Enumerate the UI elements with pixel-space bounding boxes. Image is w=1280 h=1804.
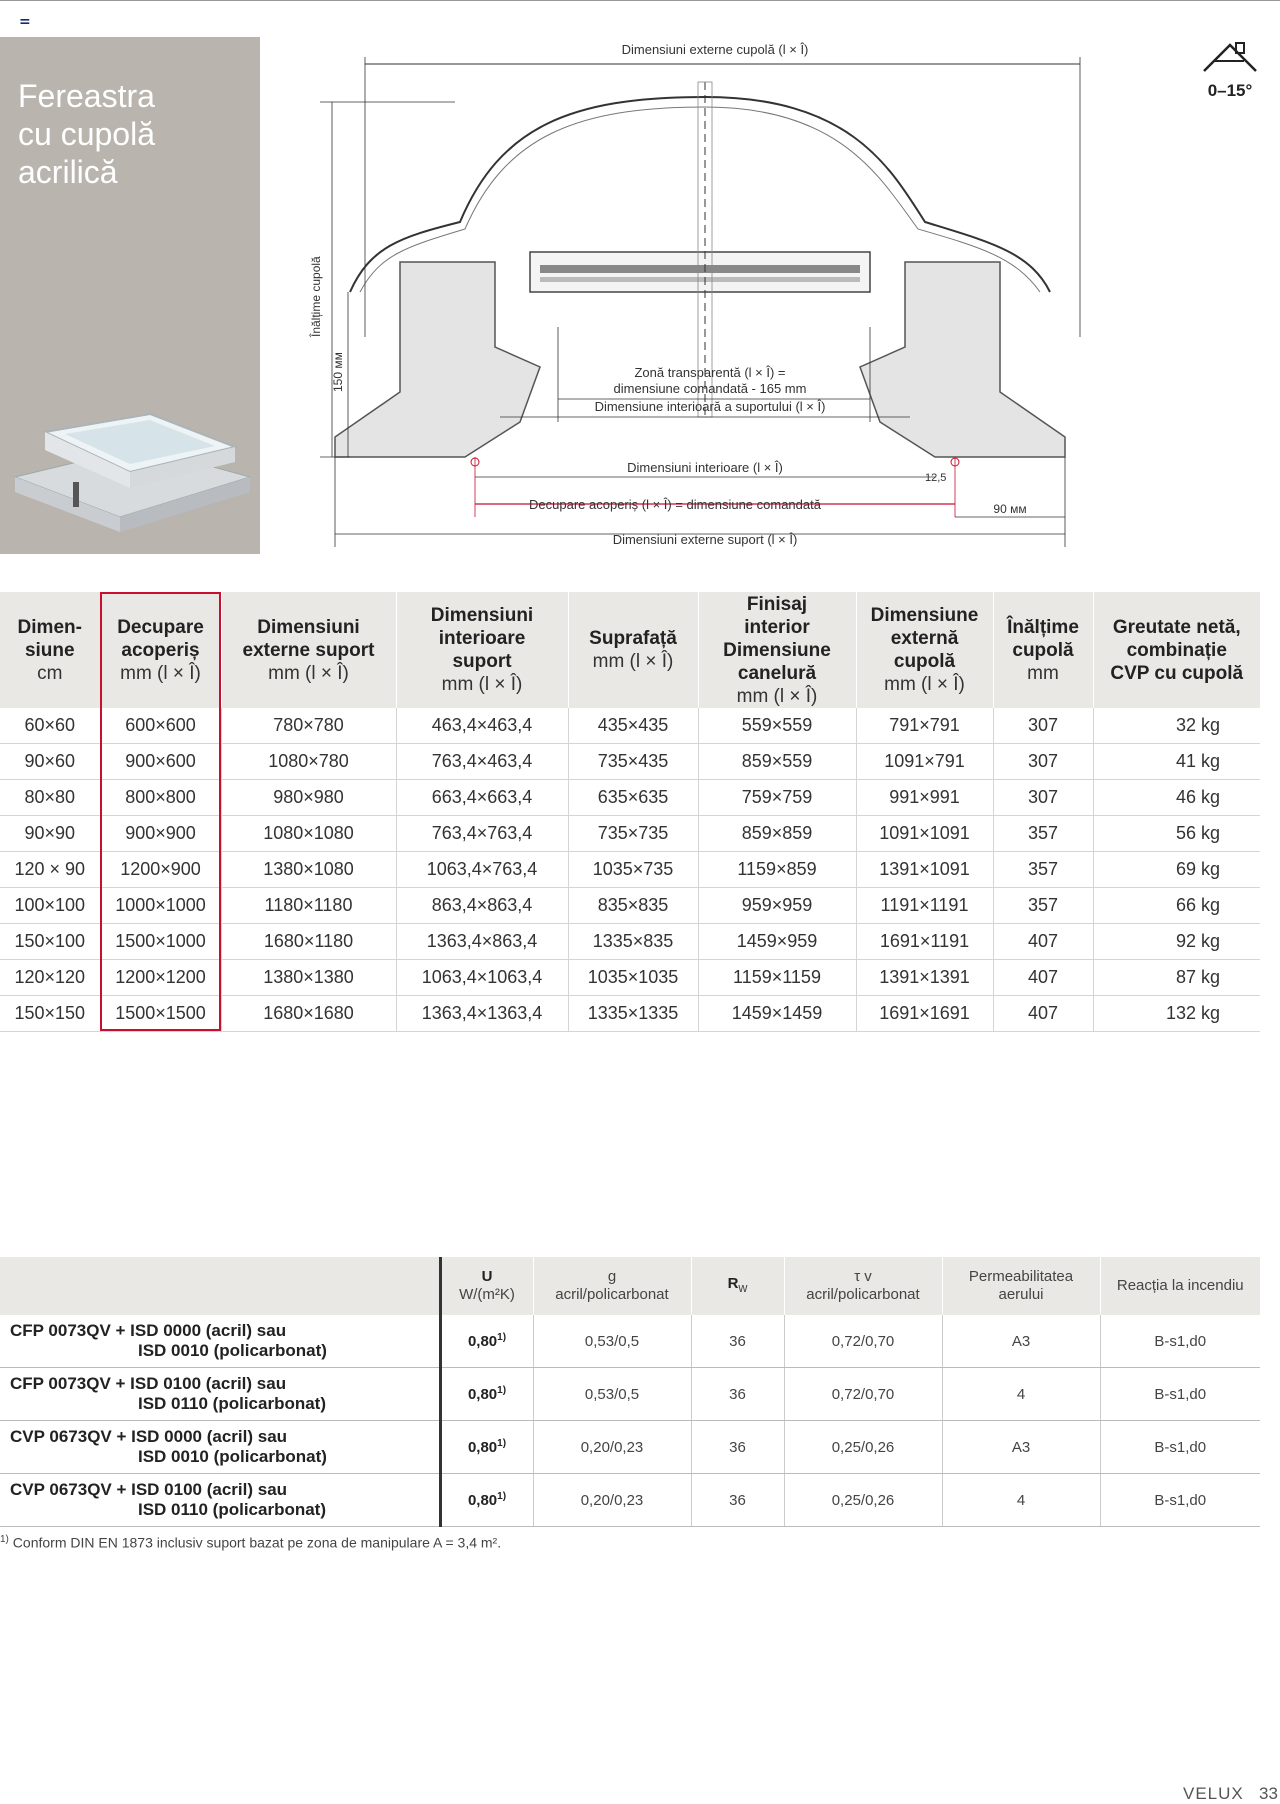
air-value: 4: [942, 1368, 1100, 1421]
section-drawing: [290, 37, 1110, 557]
u-value: 0,80$^{1)}$: [440, 1368, 533, 1421]
table-cell: 307: [993, 708, 1093, 744]
table-row: [0, 780, 1260, 816]
dimensions-header-cell: Dimensiuni interioare suport mm (l × Î): [396, 592, 568, 708]
table-cell: 1035×1035: [568, 960, 698, 996]
table-cell: 1500×1500: [100, 996, 221, 1032]
footer-brand: VELUX: [1183, 1784, 1244, 1803]
table-cell: 32 kg: [1093, 708, 1260, 744]
footnote: $^{1)}$ Conform DIN EN 1873 inclusiv suport bazat pe zona de manipulare A = 3,4 m².: [0, 1534, 502, 1551]
page-number: 33: [1259, 1784, 1278, 1803]
fire-value: B-s1,d0: [1100, 1368, 1260, 1421]
title-panel: [0, 37, 260, 554]
dimensions-header-cell: Finisaj interior Dimensiune canelură mm (l × Î): [698, 592, 856, 708]
table-cell: 735×435: [568, 744, 698, 780]
label-gap: 12,5: [925, 472, 947, 484]
table-cell: 763,4×463,4: [396, 744, 568, 780]
spec-table: [0, 1257, 1260, 1527]
table-cell: 407: [993, 996, 1093, 1032]
table-cell: 1000×1000: [100, 888, 221, 924]
table-cell: 1363,4×863,4: [396, 924, 568, 960]
table-cell: 407: [993, 960, 1093, 996]
dimensions-header-cell: Înălțime cupolă mm: [993, 592, 1093, 708]
spec-header-air: Permeabilitatea aerului: [942, 1257, 1100, 1315]
table-cell: 1335×1335: [568, 996, 698, 1032]
table-cell: 900×900: [100, 816, 221, 852]
table-cell: 150×150: [0, 996, 100, 1032]
g-value: 0,20/0,23: [533, 1474, 691, 1527]
table-cell: 1680×1680: [221, 996, 396, 1032]
table-cell: 80×80: [0, 780, 100, 816]
table-cell: 663,4×663,4: [396, 780, 568, 816]
table-row: [0, 888, 1260, 924]
tv-value: 0,25/0,26: [784, 1474, 942, 1527]
g-value: 0,20/0,23: [533, 1421, 691, 1474]
air-value: A3: [942, 1421, 1100, 1474]
spec-header-tv: τ v acril/policarbonat: [784, 1257, 942, 1315]
title-line: acrilică: [18, 154, 118, 190]
table-cell: 307: [993, 780, 1093, 816]
g-value: 0,53/0,5: [533, 1368, 691, 1421]
table-cell: 307: [993, 744, 1093, 780]
table-cell: 759×759: [698, 780, 856, 816]
table-cell: 1091×1091: [856, 816, 993, 852]
table-row: [0, 960, 1260, 996]
table-cell: 1391×1391: [856, 960, 993, 996]
table-cell: 1191×1191: [856, 888, 993, 924]
table-row: [0, 816, 1260, 852]
table-cell: 900×600: [100, 744, 221, 780]
table-cell: 980×980: [221, 780, 396, 816]
tv-value: 0,72/0,70: [784, 1315, 942, 1368]
table-cell: 100×100: [0, 888, 100, 924]
table-row: [0, 924, 1260, 960]
spec-header-rw: $R_w$: [691, 1257, 784, 1315]
label-transparent-1: Zonă transparentă (l × Î) =: [634, 365, 786, 380]
product-photo: [10, 392, 250, 542]
table-cell: 1063,4×763,4: [396, 852, 568, 888]
table-cell: 1063,4×1063,4: [396, 960, 568, 996]
table-cell: 791×791: [856, 708, 993, 744]
u-value: 0,80$^{1)}$: [440, 1421, 533, 1474]
table-cell: 600×600: [100, 708, 221, 744]
label-dome-height: Înălțime cupolă: [309, 256, 323, 337]
top-rule: [0, 0, 1280, 1]
roof-pitch-icon: [1200, 37, 1260, 77]
air-value: A3: [942, 1315, 1100, 1368]
roof-pitch-badge: [1195, 37, 1265, 101]
table-cell: 1363,4×1363,4: [396, 996, 568, 1032]
table-cell: 1500×1000: [100, 924, 221, 960]
spec-row: [0, 1315, 1260, 1368]
table-cell: 991×991: [856, 780, 993, 816]
table-cell: 1380×1380: [221, 960, 396, 996]
label-ext-dome: Dimensiuni externe cupolă (l × Î): [621, 42, 809, 57]
dimensions-header-row: [0, 592, 1260, 708]
table-row: [0, 852, 1260, 888]
product-code: CFP 0073QV + ISD 0000 (acril) sau ISD 0010 (policarbonat): [0, 1315, 440, 1368]
label-roof-cut: Decupare acoperiș (l × Î) = dimensiune comandată: [529, 497, 821, 512]
table-cell: 1091×791: [856, 744, 993, 780]
u-value: 0,80$^{1)}$: [440, 1474, 533, 1527]
spec-header-product: [0, 1257, 440, 1315]
label-side: 90 мм: [993, 502, 1027, 516]
label-ext-curb: Dimensiuni externe suport (l × Î): [612, 532, 798, 547]
dimensions-table: [0, 592, 1260, 1032]
table-cell: 90×60: [0, 744, 100, 780]
table-cell: 66 kg: [1093, 888, 1260, 924]
dimensions-header-cell: Decupare acoperiș mm (l × Î): [100, 592, 221, 708]
table-cell: 132 kg: [1093, 996, 1260, 1032]
fire-value: B-s1,d0: [1100, 1474, 1260, 1527]
table-cell: 1180×1180: [221, 888, 396, 924]
table-cell: 1080×1080: [221, 816, 396, 852]
table-cell: 1459×959: [698, 924, 856, 960]
table-cell: 1691×1191: [856, 924, 993, 960]
table-cell: 1691×1691: [856, 996, 993, 1032]
table-cell: 357: [993, 888, 1093, 924]
label-transparent-2: dimensiune comandată - 165 mm: [613, 381, 807, 396]
spec-header-row: [0, 1257, 1260, 1315]
table-cell: 863,4×863,4: [396, 888, 568, 924]
table-cell: 1080×780: [221, 744, 396, 780]
table-cell: 150×100: [0, 924, 100, 960]
spec-header-fire: Reacția la incendiu: [1100, 1257, 1260, 1315]
table-cell: 1380×1080: [221, 852, 396, 888]
table-cell: 357: [993, 816, 1093, 852]
title-line: cu cupolă: [18, 116, 155, 152]
dimensions-header-cell: Dimensiune externă cupolă mm (l × Î): [856, 592, 993, 708]
page-title: [18, 77, 155, 191]
table-cell: 90×90: [0, 816, 100, 852]
table-cell: 735×735: [568, 816, 698, 852]
spec-row: [0, 1368, 1260, 1421]
table-cell: 1200×1200: [100, 960, 221, 996]
label-interior-curb: Dimensiune interioară a suportului (l × Î): [594, 399, 826, 414]
menu-icon[interactable]: =: [19, 14, 31, 30]
table-cell: 763,4×763,4: [396, 816, 568, 852]
rw-value: 36: [691, 1368, 784, 1421]
table-cell: 1159×859: [698, 852, 856, 888]
rw-value: 36: [691, 1474, 784, 1527]
spec-header-g: g acril/policarbonat: [533, 1257, 691, 1315]
table-cell: 1335×835: [568, 924, 698, 960]
dimensions-header-cell: Dimensiuni externe suport mm (l × Î): [221, 592, 396, 708]
table-cell: 559×559: [698, 708, 856, 744]
fire-value: B-s1,d0: [1100, 1421, 1260, 1474]
table-cell: 835×835: [568, 888, 698, 924]
table-row: [0, 744, 1260, 780]
dimensions-header-cell: Dimen- siune cm: [0, 592, 100, 708]
table-cell: 1459×1459: [698, 996, 856, 1032]
tv-value: 0,72/0,70: [784, 1368, 942, 1421]
table-cell: 120×120: [0, 960, 100, 996]
dimensions-header-cell: Suprafață mm (l × Î): [568, 592, 698, 708]
table-cell: 46 kg: [1093, 780, 1260, 816]
table-cell: 780×780: [221, 708, 396, 744]
roof-pitch-label: 0–15°: [1207, 81, 1253, 100]
spec-row: [0, 1421, 1260, 1474]
table-cell: 56 kg: [1093, 816, 1260, 852]
table-cell: 120 × 90: [0, 852, 100, 888]
spec-header-u: U W/(m²K): [440, 1257, 533, 1315]
table-row: [0, 996, 1260, 1032]
table-cell: 959×959: [698, 888, 856, 924]
u-value: 0,80$^{1)}$: [440, 1315, 533, 1368]
rw-value: 36: [691, 1421, 784, 1474]
table-cell: 463,4×463,4: [396, 708, 568, 744]
table-cell: 435×435: [568, 708, 698, 744]
tv-value: 0,25/0,26: [784, 1421, 942, 1474]
table-row: [0, 708, 1260, 744]
label-curb-height: 150 мм: [331, 352, 345, 392]
product-code: CVP 0673QV + ISD 0100 (acril) sau ISD 0110 (policarbonat): [0, 1474, 440, 1527]
product-code: CVP 0673QV + ISD 0000 (acril) sau ISD 0010 (policarbonat): [0, 1421, 440, 1474]
table-cell: 859×859: [698, 816, 856, 852]
table-cell: 69 kg: [1093, 852, 1260, 888]
table-cell: 1035×735: [568, 852, 698, 888]
label-interior: Dimensiuni interioare (l × Î): [627, 460, 783, 475]
spec-row: [0, 1474, 1260, 1527]
table-cell: 859×559: [698, 744, 856, 780]
table-cell: 92 kg: [1093, 924, 1260, 960]
rw-value: 36: [691, 1315, 784, 1368]
table-cell: 87 kg: [1093, 960, 1260, 996]
table-cell: 1391×1091: [856, 852, 993, 888]
table-cell: 407: [993, 924, 1093, 960]
table-cell: 1200×900: [100, 852, 221, 888]
product-code: CFP 0073QV + ISD 0100 (acril) sau ISD 0110 (policarbonat): [0, 1368, 440, 1421]
table-cell: 60×60: [0, 708, 100, 744]
table-cell: 41 kg: [1093, 744, 1260, 780]
table-cell: 800×800: [100, 780, 221, 816]
title-line: Fereastra: [18, 78, 155, 114]
air-value: 4: [942, 1474, 1100, 1527]
dimensions-header-cell: Greutate netă, combinație CVP cu cupolă: [1093, 592, 1260, 708]
table-cell: 357: [993, 852, 1093, 888]
table-cell: 1159×1159: [698, 960, 856, 996]
table-cell: 1680×1180: [221, 924, 396, 960]
fire-value: B-s1,d0: [1100, 1315, 1260, 1368]
g-value: 0,53/0,5: [533, 1315, 691, 1368]
table-cell: 635×635: [568, 780, 698, 816]
